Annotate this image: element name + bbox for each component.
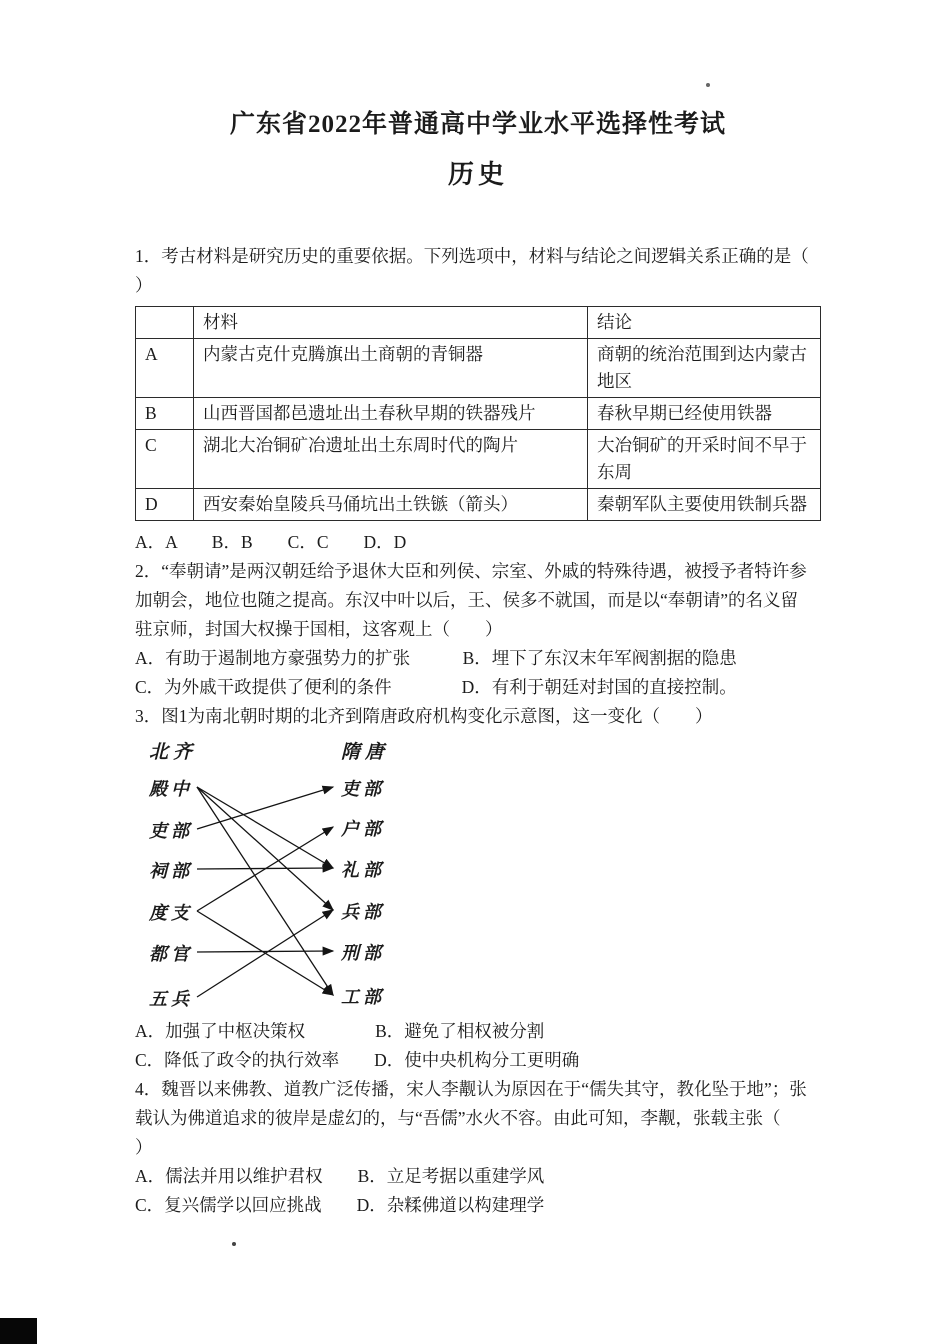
q2-options-ab: A．有助于遏制地方豪强势力的扩张 B．埋下了东汉末年军阀割据的隐患 xyxy=(135,648,737,668)
q1-row-c-material: 湖北大冶铜矿冶遗址出土东周时代的陶片 xyxy=(194,430,588,489)
question-4-line-2: 载认为佛道追求的彼岸是虚幻的，与“吾儒”水火不容。由此可知，李觏，张载主张（ xyxy=(135,1108,781,1128)
q2-options-cd: C．为外戚干政提供了便利的条件 D．有利于朝廷对封国的直接控制。 xyxy=(135,677,737,697)
q1-row-a-label: A xyxy=(136,339,194,398)
diagram-right-item: 兵部 xyxy=(341,902,385,922)
diagram-right-item: 户部 xyxy=(341,819,385,839)
page-subtitle: 历史 xyxy=(447,160,508,189)
q3-options-cd: C．降低了政令的执行效率 D．使中央机构分工更明确 xyxy=(135,1050,580,1070)
diagram-right-item: 工部 xyxy=(341,987,385,1007)
q1-row-c-conclusion: 大冶铜矿的开采时间不早于东周 xyxy=(588,430,821,489)
q1-row-d-material: 西安秦始皇陵兵马俑坑出土铁镞（箭头） xyxy=(194,489,588,521)
page-title: 广东省2022年普通高中学业水平选择性考试 xyxy=(229,111,726,138)
diagram-header-right: 隋唐 xyxy=(341,742,390,763)
q1-row-b-material: 山西晋国都邑遗址出土春秋早期的铁器残片 xyxy=(194,398,588,430)
stray-dot-bottom xyxy=(232,1242,236,1246)
q3-figure-1-diagram xyxy=(141,735,493,1017)
q1-table-row-a xyxy=(136,339,821,398)
diagram-left-item: 殿中 xyxy=(149,779,193,799)
scan-corner-artifact xyxy=(0,1318,37,1344)
diagram-left-item: 五兵 xyxy=(149,989,193,1009)
diagram-header-left: 北齐 xyxy=(149,742,198,763)
diagram-left-item: 都官 xyxy=(149,944,193,964)
q1-table-header-row xyxy=(136,307,821,339)
question-2-line-2: 加朝会，地位也随之提高。东汉中叶以后，王、侯多不就国，而是以“奉朝请”的名义留 xyxy=(135,590,799,610)
q1-header-conclusion: 结论 xyxy=(588,307,821,339)
diagram-left-item: 度支 xyxy=(149,903,193,923)
q4-options-cd: C．复兴儒学以回应挑战 D．杂糅佛道以构建理学 xyxy=(135,1195,545,1215)
stray-dot-top xyxy=(706,83,710,87)
q1-row-c-label: C xyxy=(136,430,194,489)
q1-table-row-c xyxy=(136,430,821,489)
q1-row-b-conclusion: 春秋早期已经使用铁器 xyxy=(588,398,821,430)
diagram-right-item: 礼部 xyxy=(341,860,385,880)
q1-options-table xyxy=(135,306,821,521)
q4-options-ab: A．儒法并用以维护君权 B．立足考据以重建学风 xyxy=(135,1166,545,1186)
q1-row-b-label: B xyxy=(136,398,194,430)
question-1-stem-line-2: ） xyxy=(135,275,153,295)
diagram-left-item: 祠部 xyxy=(149,861,193,881)
question-2-line-3: 驻京师，封国大权操于国相，这客观上（ ） xyxy=(135,619,503,639)
q1-row-a-conclusion: 商朝的统治范围到达内蒙古地区 xyxy=(588,339,821,398)
exam-content xyxy=(135,0,821,1220)
q1-answer-choices: A．A B．B C．C D．D xyxy=(135,532,407,552)
diagram-left-item: 吏部 xyxy=(149,821,193,841)
q1-row-d-conclusion: 秦朝军队主要使用铁制兵器 xyxy=(588,489,821,521)
q1-table-row-b xyxy=(136,398,821,430)
question-4-line-1: 4．魏晋以来佛教、道教广泛传播，宋人李觏认为原因在于“儒失其守，教化坠于地”；张 xyxy=(135,1079,807,1099)
q1-table-row-d xyxy=(136,489,821,521)
question-4-line-3: ） xyxy=(135,1137,153,1157)
diagram-arrow-lines xyxy=(141,735,493,1017)
question-1-stem xyxy=(135,242,821,300)
question-1-stem-line-1: 1．考古材料是研究历史的重要依据。下列选项中，材料与结论之间逻辑关系正确的是（ xyxy=(135,246,809,266)
q1-row-d-label: D xyxy=(136,489,194,521)
q1-header-material: 材料 xyxy=(194,307,588,339)
diagram-right-item: 吏部 xyxy=(341,779,385,799)
diagram-right-item: 刑部 xyxy=(341,943,385,963)
question-3-stem: 3．图1为南北朝时期的北齐到隋唐政府机构变化示意图，这一变化（ ） xyxy=(135,706,713,726)
q1-header-corner-cell xyxy=(136,307,194,339)
q3-options-ab: A．加强了中枢决策权 B．避免了相权被分割 xyxy=(135,1021,545,1041)
q1-row-a-material: 内蒙古克什克腾旗出土商朝的青铜器 xyxy=(194,339,588,398)
question-2-line-1: 2．“奉朝请”是两汉朝廷给予退休大臣和列侯、宗室、外戚的特殊待遇，被授予者特许参 xyxy=(135,561,807,581)
